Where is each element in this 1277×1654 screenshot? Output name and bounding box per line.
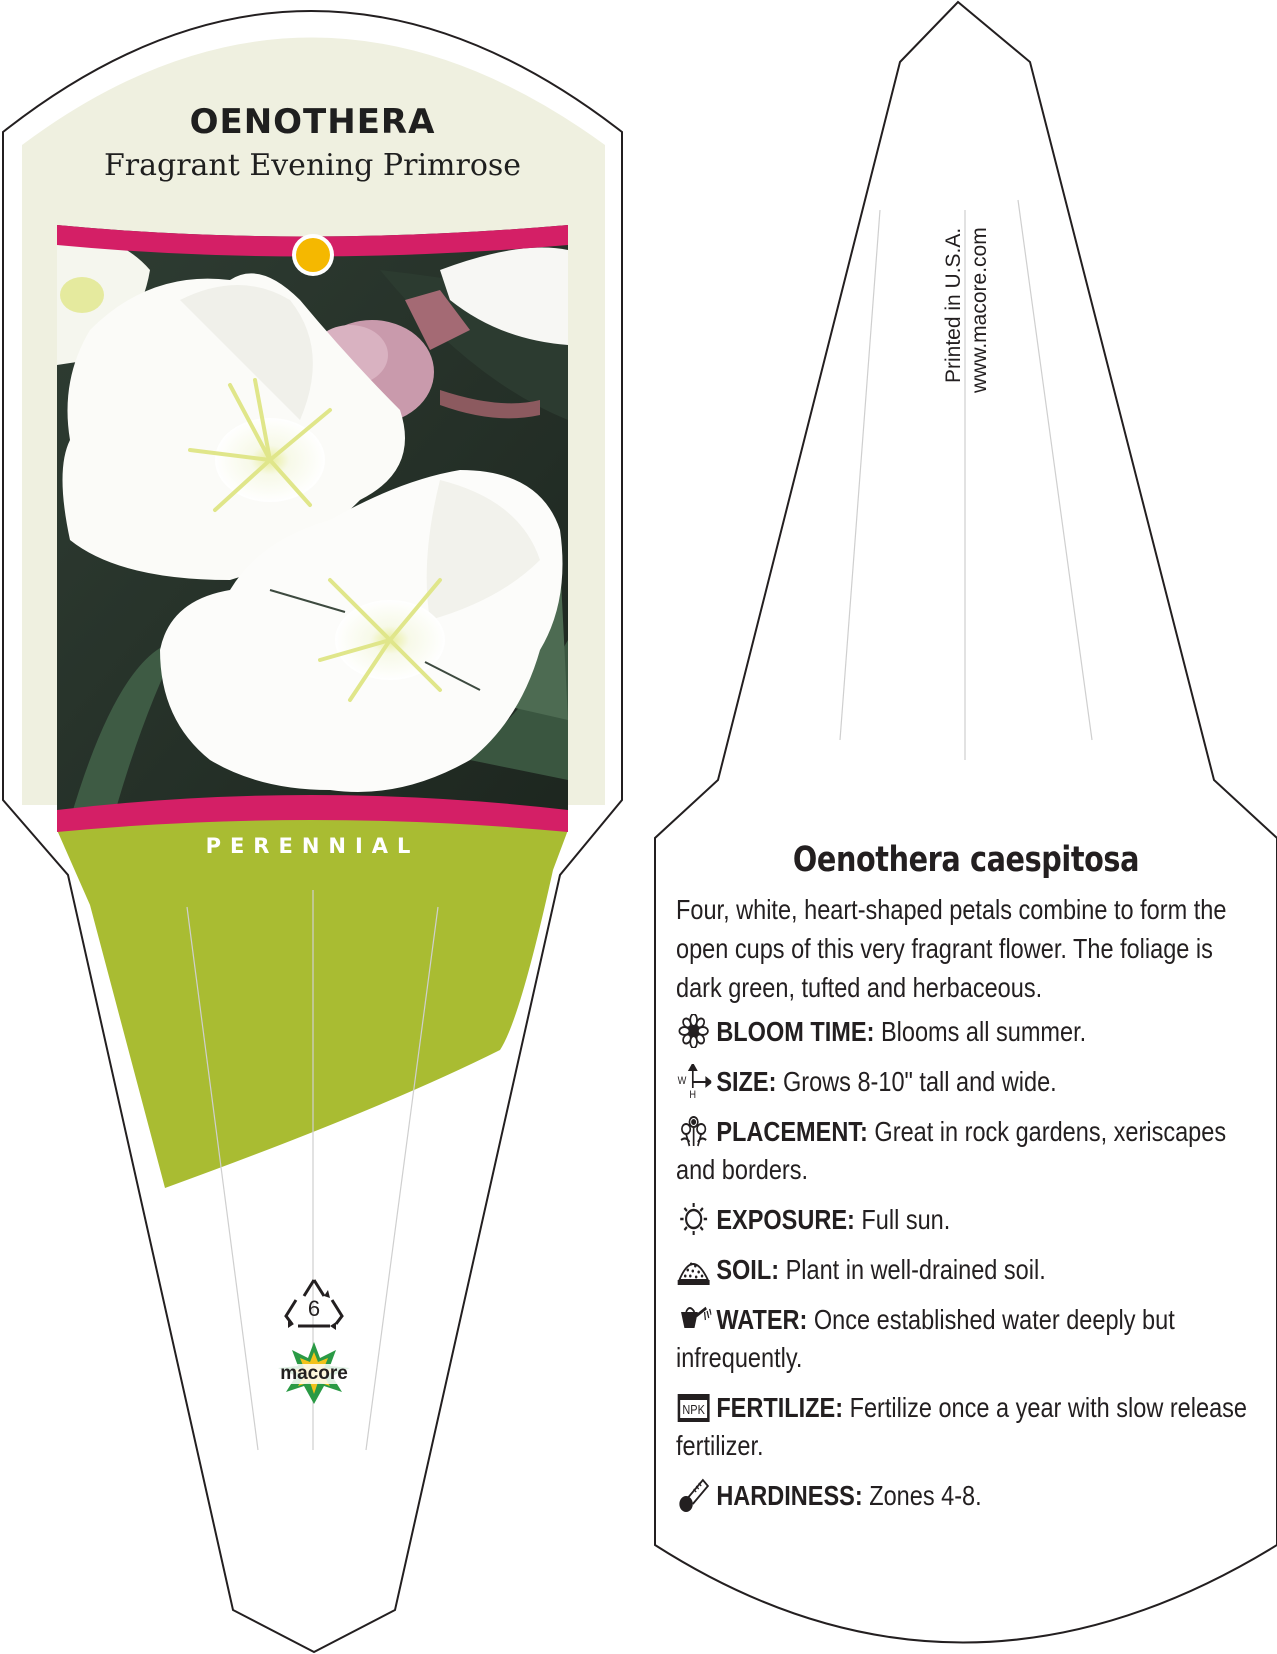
attr-value: Great in rock gardens, xeriscapes and borders. [676,1116,1227,1185]
attr-value: Zones 4-8. [869,1480,982,1511]
website: www.macore.com [968,227,991,393]
attr-label: HARDINESS: [716,1480,863,1511]
size-arrows-icon [676,1064,711,1098]
full-sun-indicator [292,234,334,276]
resin-code: 6 [307,1296,321,1321]
plant-category: PERENNIAL [205,834,420,858]
attr-label: SIZE: [716,1066,777,1097]
attr-size [676,1063,1256,1101]
attr-hardiness [676,1477,1256,1515]
attr-value: Grows 8-10" tall and wide. [782,1066,1057,1097]
description: Four, white, heart-shaped petals combine to form the open cups of this very fragrant flower. The foliage is dark green, tufted and herbaceous. [676,894,1227,1003]
soil-icon [676,1252,711,1286]
flower-photo [57,225,568,835]
recycle-resin-icon [284,1276,344,1332]
printed-info [942,198,1002,408]
printed-in: Printed in U.S.A. [942,227,965,383]
attr-value: Full sun. [861,1204,951,1235]
brand-name: macore [280,1363,348,1384]
common-name: Fragrant Evening Primrose [103,148,522,183]
npk-label: NPK [682,1402,705,1418]
attr-soil [676,1251,1256,1289]
flower-icon [676,1014,711,1048]
attr-exposure [676,1201,1256,1239]
attr-label: PLACEMENT: [716,1116,868,1147]
attr-value: Plant in well-drained soil. [785,1254,1046,1285]
watering-can-icon [676,1302,711,1336]
genus-title: OENOTHERA [189,102,436,142]
attr-label: SOIL: [716,1254,780,1285]
attr-bloom-time [676,1013,1256,1051]
scientific-name: Oenothera caespitosa [792,840,1140,880]
attr-label: EXPOSURE: [716,1204,855,1235]
care-info [676,840,1256,1527]
attr-value: Blooms all summer. [880,1016,1087,1047]
sun-icon [676,1202,711,1236]
size-w-label: W [677,1075,687,1088]
attr-label: WATER: [716,1304,808,1335]
attr-value: Once established water deeply but infrequently. [676,1304,1175,1373]
attr-label: BLOOM TIME: [716,1016,875,1047]
thermometer-icon [676,1478,711,1512]
flower-bed-icon [676,1114,711,1148]
npk-icon [676,1390,711,1424]
attr-fertilize [676,1389,1256,1465]
attr-placement [676,1113,1256,1189]
attr-value: Fertilize once a year with slow release fertilizer. [676,1392,1247,1461]
attr-water [676,1301,1256,1377]
size-h-label: H [689,1089,697,1098]
attr-label: FERTILIZE: [716,1392,844,1423]
